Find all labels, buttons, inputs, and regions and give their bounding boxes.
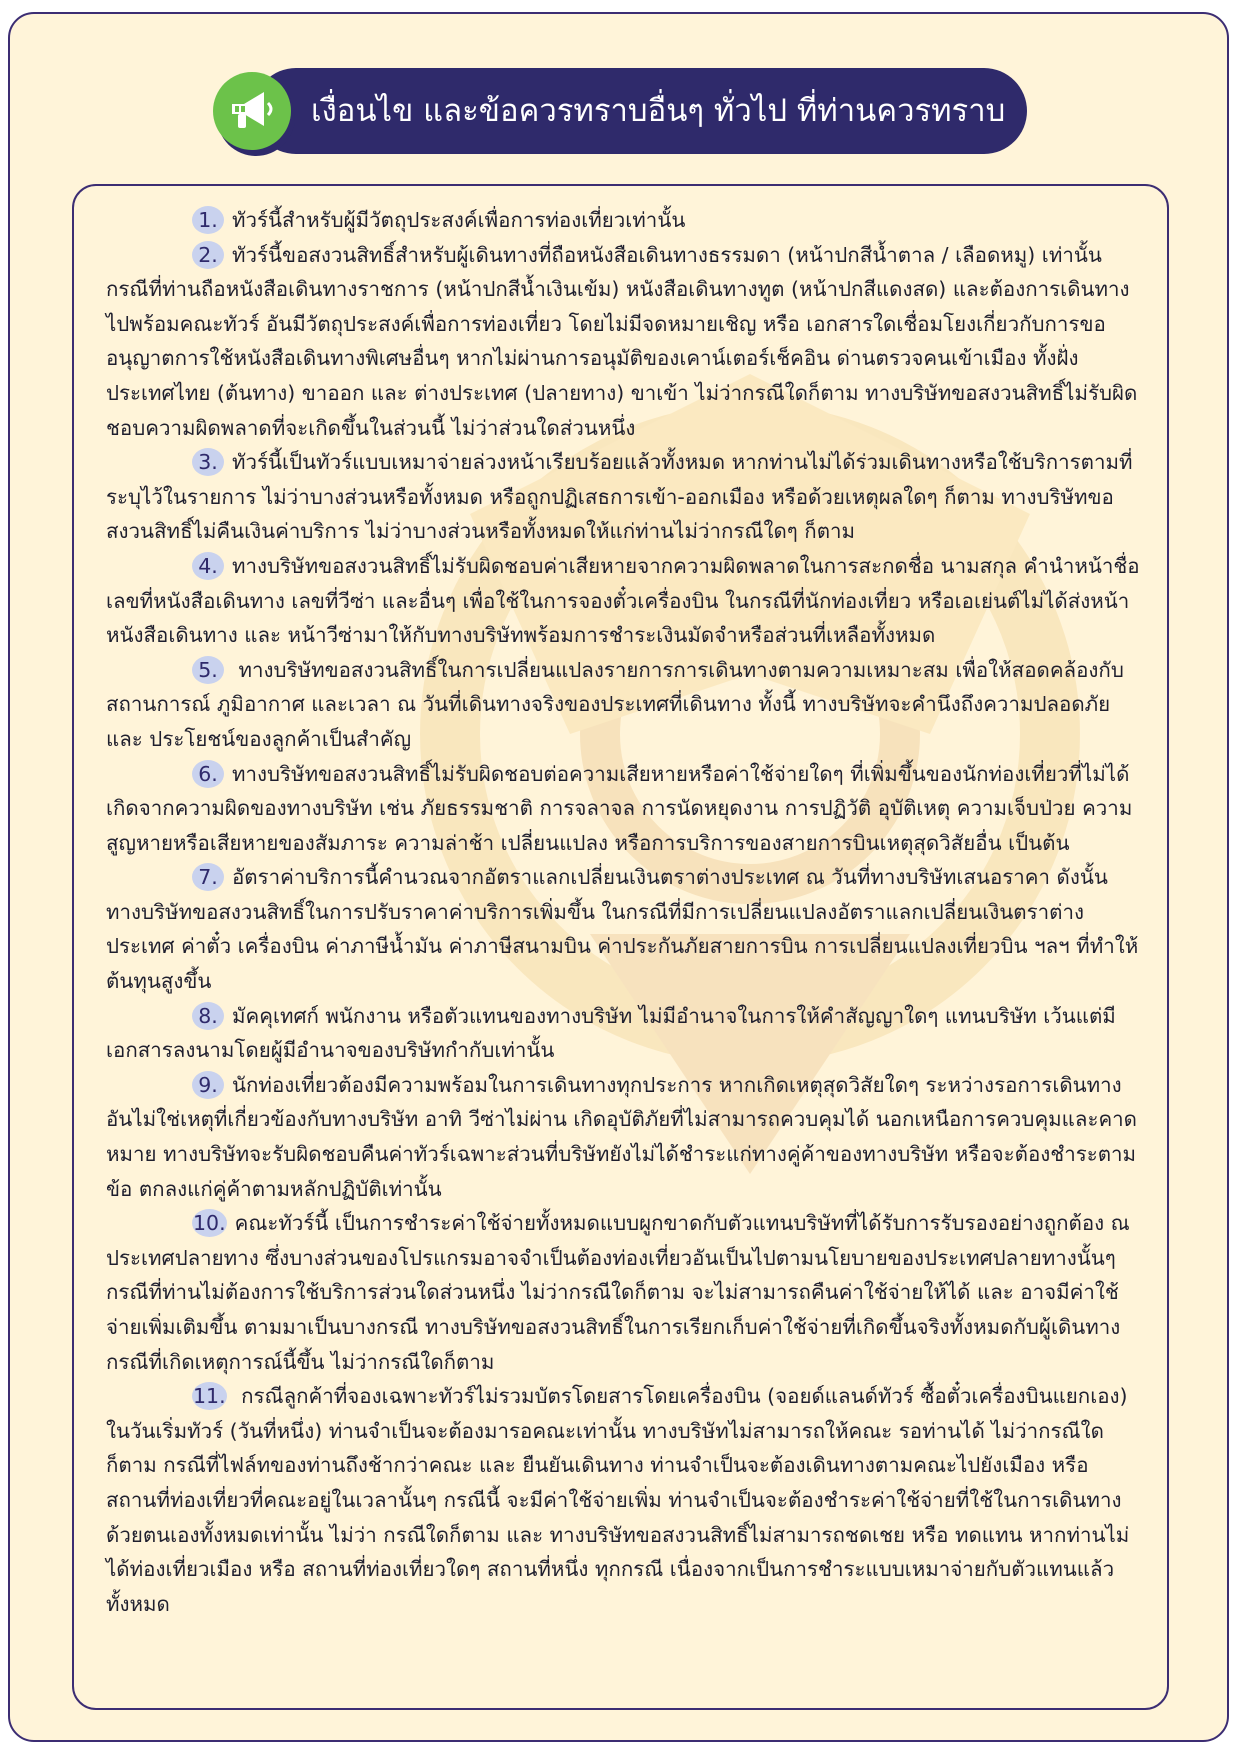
page-title: เงื่อนไข และข้อควรทราบอื่นๆ ทั่วไป ที่ท่านควรทราบ: [311, 93, 1006, 129]
term-text: มัคคุเทศก์ พนักงาน หรือตัวแทนของทางบริษัท ไม่มีอำนาจในการให้คำสัญญาใดๆ แทนบริษัท เว้นแต่มีเอกสารลงนามโดยผู้มีอำนาจของบริษัทกำกับเท่านั้น: [106, 1003, 1116, 1063]
term-item: [106, 203, 1144, 238]
term-text: นักท่องเที่ยวต้องมีความพร้อมในการเดินทางทุกประการ หากเกิดเหตุสุดวิสัยใดๆ ระหว่างรอการเดินทาง อันไม่ใช่เหตุที่เกี่ยวข้องกับทางบริษัท อาทิ วีซ่าไม่ผ่าน เกิดอุบัติภัยที่ไม่สามารถควบคุมได้ นอกเหนือการควบคุมและคาดหมาย ทางบริษัทจะรับผิดชอบคืนค่าทัวร์เฉพาะส่วนที่บริษัทยังไม่ได้ชำระแก่ทางคู่ค้าของทางบริษัท หรือจะต้องชำระตามข้อ ตกลงแก่คู่ค้าตามหลักปฏิบัติเท่านั้น: [106, 1072, 1137, 1201]
term-item: [106, 549, 1144, 653]
term-number: 8.: [192, 1002, 224, 1030]
term-number: 2.: [192, 241, 224, 269]
term-item: [106, 238, 1144, 446]
term-number: 9.: [192, 1071, 224, 1099]
term-item: [106, 1379, 1144, 1621]
term-item: [106, 653, 1144, 757]
terms-list: [106, 203, 1144, 1621]
term-number: 4.: [192, 552, 224, 580]
term-item: [106, 860, 1144, 998]
term-text: ทัวร์นี้เป็นทัวร์แบบเหมาจ่ายล่วงหน้าเรียบร้อยแล้วทั้งหมด หากท่านไม่ได้ร่วมเดินทางหรือใช้บริการตามที่ระบุไว้ในรายการ ไม่ว่าบางส่วนหรือทั้งหมด หรือถูกปฏิเสธการเข้า-ออกเมือง หรือด้วยเหตุผลใดๆ ก็ตาม ทางบริษัทขอสงวนสิทธิ์ไม่คืนเงินค่าบริการ ไม่ว่าบางส่วนหรือทั้งหมดให้แก่ท่านไม่ว่ากรณีใดๆ ก็ตาม: [106, 450, 1133, 544]
term-item: [106, 1206, 1144, 1379]
term-number: 1.: [192, 206, 224, 234]
term-item: [106, 1068, 1144, 1206]
term-item: [106, 445, 1144, 549]
term-number: 5.: [192, 656, 224, 684]
page-header: [213, 68, 1027, 156]
term-item: [106, 757, 1144, 861]
term-text: คณะทัวร์นี้ เป็นการชำระค่าใช้จ่ายทั้งหมดแบบผูกขาดกับตัวแทนบริษัทที่ได้รับการรับรองอย่างถูกต้อง ณ ประเทศปลายทาง ซึ่งบางส่วนของโปรแกรมอาจจำเป็นต้องท่องเที่ยวอันเป็นไปตามนโยบายของประเทศปลายทางนั้นๆ กรณีที่ท่านไม่ต้องการใช้บริการส่วนใดส่วนหนึ่ง ไม่ว่ากรณีใดก็ตาม จะไม่สามารถคืนค่าใช้จ่ายให้ได้ และ อาจมีค่าใช้จ่ายเพิ่มเติมขึ้น ตามมาเป็นบางกรณี ทางบริษัทขอสงวนสิทธิ์ในการเรียกเก็บค่าใช้จ่ายที่เกิดขึ้นจริงทั้งหมดกับผู้เดินทาง กรณีที่เกิดเหตุการณ์นี้ขึ้น ไม่ว่ากรณีใดก็ตาม: [106, 1211, 1130, 1374]
term-text: ทางบริษัทขอสงวนสิทธิ์ในการเปลี่ยนแปลงรายการการเดินทางตามความเหมาะสม เพื่อให้สอดคล้องกับ สถานการณ์ ภูมิอากาศ และเวลา ณ วันที่เดินทางจริงของประเทศที่เดินทาง ทั้งนี้ ทางบริษัทจะคำนึงถึงความปลอดภัย และ ประโยชน์ของลูกค้าเป็นสำคัญ: [106, 657, 1124, 751]
term-text: ทัวร์นี้สำหรับผู้มีวัตถุประสงค์เพื่อการท่องเที่ยวเท่านั้น: [232, 208, 686, 232]
term-number: 11.: [193, 1384, 226, 1409]
term-text: ทัวร์นี้ขอสงวนสิทธิ์สำหรับผู้เดินทางที่ถือหนังสือเดินทางธรรมดา (หน้าปกสีน้ำตาล / เลือดหมู) เท่านั้น กรณีที่ท่านถือหนังสือเดินทางราชการ (หน้าปกสีน้ำเงินเข้ม) หนังสือเดินทางทูต (หน้าปกสีแดงสด) และต้องการเดินทางไปพร้อมคณะทัวร์ อันมีวัตถุประสงค์เพื่อการท่องเที่ยว โดยไม่มีจดหมายเชิญ หรือ เอกสารใดเชื่อมโยงเกี่ยวกับการขออนุญาตการใช้หนังสือเดินทางพิเศษอื่นๆ หากไม่ผ่านการอนุมัติของเคาน์เตอร์เช็คอิน ด่านตรวจคนเข้าเมือง ทั้งฝั่งประเทศไทย (ต้นทาง) ขาออก และ ต่างประเทศ (ปลายทาง) ขาเข้า ไม่ว่ากรณีใดก็ตาม ทางบริษัทขอสงวนสิทธิ์ไม่รับผิดชอบความผิดพลาดที่จะเกิดขึ้นในส่วนนี้ ไม่ว่าส่วนใดส่วนหนึ่ง: [106, 242, 1138, 440]
term-text: กรณีลูกค้าที่จองเฉพาะทัวร์ไม่รวมบัตรโดยสารโดยเครื่องบิน (จอยด์แลนด์ทัวร์ ซื้อตั๋วเครื่องบินแยกเอง) ในวันเริ่มทัวร์ (วันที่หนึ่ง) ท่านจำเป็นจะต้องมารอคณะเท่านั้น ทางบริษัทไม่สามารถให้คณะ รอท่านได้ ไม่ว่ากรณีใดก็ตาม กรณีที่ไฟล์ทของท่านถึงช้ากว่าคณะ และ ยืนยันเดินทาง ท่านจำเป็นจะต้องเดินทางตามคณะไปยังเมือง หรือ สถานที่ท่องเที่ยวที่คณะอยู่ในเวลานั้นๆ กรณีนี้ จะมีค่าใช้จ่ายเพิ่ม ท่านจำเป็นจะต้องชำระค่าใช้จ่ายที่ใช้ในการเดินทางด้วยตนเองทั้งหมดเท่านั้น ไม่ว่า กรณีใดก็ตาม และ ทางบริษัทขอสงวนสิทธิ์ไม่สามารถชดเชย หรือ ทดแทน หากท่านไม่ได้ท่องเที่ยวเมือง หรือ สถานที่ท่องเที่ยวใดๆ สถานที่หนึ่ง ทุกกรณี เนื่องจากเป็นการชำระแบบเหมาจ่ายกับตัวแทนแล้วทั้งหมด: [106, 1384, 1130, 1616]
term-number: 7.: [192, 863, 224, 891]
term-text: อัตราค่าบริการนี้คำนวณจากอัตราแลกเปลี่ยนเงินตราต่างประเทศ ณ วันที่ทางบริษัทเสนอราคา ดังนั้น ทางบริษัทขอสงวนสิทธิ์ในการปรับราคาค่าบริการเพิ่มขึ้น ในกรณีที่มีการเปลี่ยนแปลงอัตราแลกเปลี่ยนเงินตราต่างประเทศ ค่าตั๋ว เครื่องบิน ค่าภาษีน้ำมัน ค่าภาษีสนามบิน ค่าประกันภัยสายการบิน การเปลี่ยนแปลงเที่ยวบิน ฯลฯ ที่ทำให้ต้นทุนสูงขึ้น: [106, 865, 1139, 994]
term-number: 10.: [193, 1211, 226, 1236]
term-item: [106, 999, 1144, 1068]
term-text: ทางบริษัทขอสงวนสิทธิ์ไม่รับผิดชอบค่าเสียหายจากความผิดพลาดในการสะกดชื่อ นามสกุล คำนำหน้าชื่อ เลขที่หนังสือเดินทาง เลขที่วีซ่า และอื่นๆ เพื่อใช้ในการจองตั๋วเครื่องบิน ในกรณีที่นักท่องเที่ยว หรือเอเย่นต์ไม่ได้ส่งหน้าหนังสือเดินทาง และ หน้าวีซ่ามาให้กับทางบริษัทพร้อมการชำระเงินมัดจำหรือส่วนที่เหลือทั้งหมด: [106, 553, 1140, 648]
term-text: ทางบริษัทขอสงวนสิทธิ์ไม่รับผิดชอบต่อความเสียหายหรือค่าใช้จ่ายใดๆ ที่เพิ่มขึ้นของนักท่องเที่ยวที่ไม่ได้เกิดจากความผิดของทางบริษัท เช่น ภัยธรรมชาติ การจลาจล การนัดหยุดงาน การปฏิวัติ อุบัติเหตุ ความเจ็บป่วย ความสูญหายหรือเสียหายของสัมภาระ ความล่าช้า เปลี่ยนแปลง หรือการบริการของสายการบินเหตุสุดวิสัยอื่น เป็นต้น: [106, 761, 1133, 855]
term-number: 3.: [192, 448, 224, 476]
megaphone-icon: [213, 72, 291, 150]
term-number: 6.: [192, 760, 224, 788]
